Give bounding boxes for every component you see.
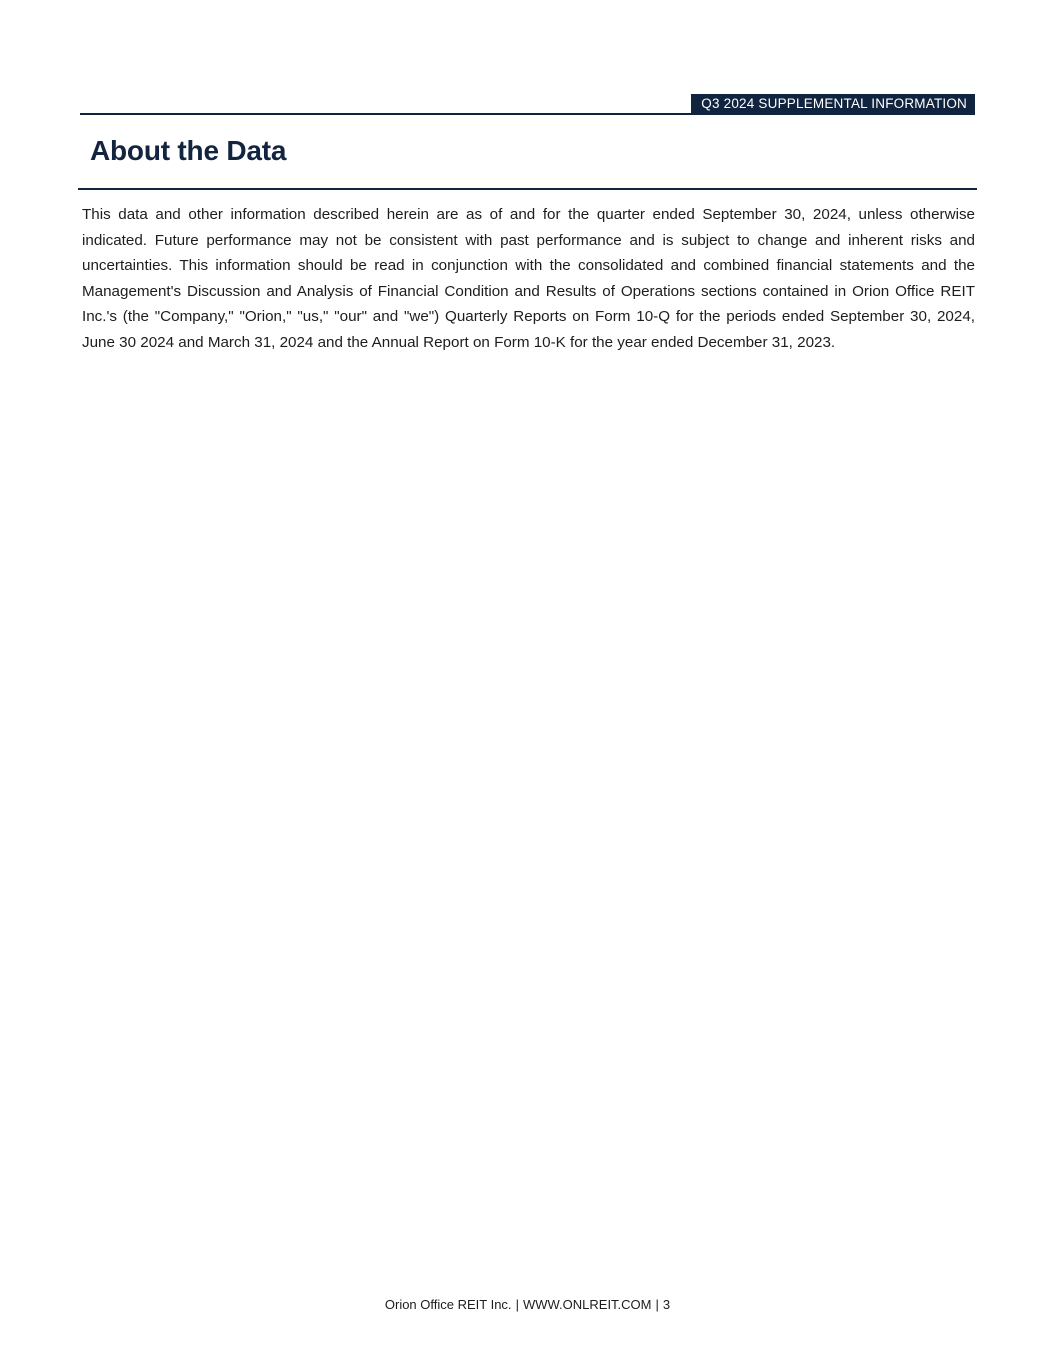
page-title: About the Data: [90, 135, 287, 166]
footer-page-number: 3: [662, 1297, 671, 1312]
footer-company-name: Orion Office REIT Inc.: [384, 1297, 512, 1312]
about-the-data-paragraph: This data and other information described herein are as of and for the quarter ended September 30, 2024, unless otherwise indicated. Future performance may not be consistent with past performance and is subject to change and inherent risks and uncertainties. This information should be read in conjunction with the consolidated and combined financial statements and the Management's Discussion and Analysis of Financial Condition and Results of Operations sections contained in Orion Office REIT Inc.'s (the "Company," "Orion," "us," "our" and "we") Quarterly Reports on Form 10-Q for the periods ended September 30, 2024, June 30 2024 and March 31, 2024 and the Annual Report on Form 10-K for the year ended December 31, 2023.: [82, 206, 975, 351]
title-divider: [78, 188, 977, 190]
footer-separator-1: |: [515, 1297, 519, 1312]
page-header: [80, 94, 975, 116]
footer-separator-2: |: [655, 1297, 659, 1312]
page-footer: [0, 1297, 1055, 1312]
header-tag-label: Q3 2024 SUPPLEMENTAL INFORMATION: [691, 94, 975, 115]
footer-website: WWW.ONLREIT.COM: [522, 1297, 652, 1312]
